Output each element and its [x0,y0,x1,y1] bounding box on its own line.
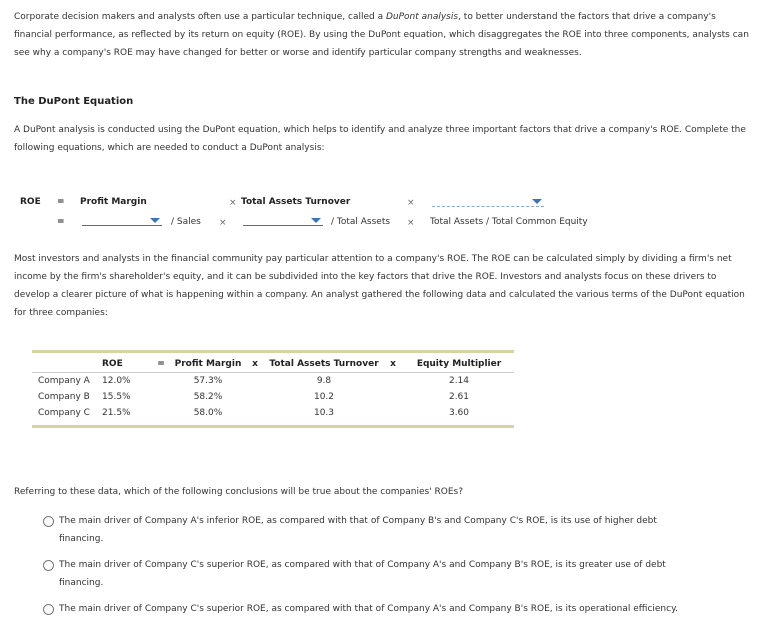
profit-margin-value: 58.0% [193,408,223,418]
instructions-paragraph: A DuPont analysis is conducted using the DuPont equation, which helps to identify and analyze three important factors that drive a company's ROE. Complete the following equations, which are needed to conduct a DuPont analysis: [14,125,746,153]
table-row [32,405,514,427]
section-heading: The DuPont Equation [14,96,134,107]
roe-value: 12.0% [102,376,131,386]
header-times-1: x [244,352,266,373]
header-profit-margin: Profit Margin [172,352,244,373]
over-sales-label: / Sales [171,217,201,227]
turnover-value: 10.3 [313,408,335,418]
equation-profit-margin: Profit Margin [80,197,147,207]
radio-button[interactable] [43,560,54,571]
option-label[interactable]: The main driver of Company C's superior ROE, as compared with that of Company A's and Company B's ROE, is its operational efficiency. [59,604,678,614]
table-header-row [32,352,514,373]
equity-multiplier-formula: Total Assets / Total Common Equity [430,217,588,227]
turnover-value: 9.8 [316,376,332,386]
equation-equals-2: = [57,217,65,227]
option-label[interactable]: The main driver of Company A's inferior ROE, as compared with that of Company B's and Company C's ROE, is its use of higher debt financing. [59,516,657,544]
over-total-assets-label: / Total Assets [331,217,391,227]
equity-multiplier-value: 2.14 [448,376,470,386]
equity-multiplier-value: 2.61 [448,392,470,402]
equation-equals-1: = [57,197,65,207]
intro-term: DuPont analysis [385,12,459,22]
dupont-data-table [32,350,514,428]
header-equity-multiplier: Equity Multiplier [404,352,514,373]
table-row [32,373,514,390]
profit-margin-value: 57.3% [193,376,223,386]
chevron-down-icon [311,218,321,223]
header-company [32,352,102,373]
equation-total-assets-turnover: Total Assets Turnover [241,197,351,207]
multiply-sign-2: × [407,198,415,208]
question-text: Referring to these data, which of the following conclusions will be true about the companies' ROEs? [14,487,464,497]
header-roe: ROE [102,352,150,373]
header-equals: = [150,352,172,373]
company-name: Company A [38,376,90,386]
roe-value: 15.5% [102,392,131,402]
company-name: Company B [38,392,90,402]
radio-button[interactable] [43,516,54,527]
multiply-sign-3: × [219,218,227,228]
header-total-assets-turnover: Total Assets Turnover [266,352,382,373]
intro-text-1: Corporate decision makers and analysts often use a particular technique, called a [14,12,386,22]
equation-roe-label: ROE [20,197,41,207]
roe-value: 21.5% [102,408,131,418]
profit-margin-value: 58.2% [193,392,223,402]
option-label[interactable]: The main driver of Company C's superior ROE, as compared with that of Company A's and Company B's ROE, is its greater use of debt financing. [59,560,666,588]
investor-paragraph: Most investors and analysts in the financial community pay particular attention to a company's ROE. The ROE can be calculated simply by dividing a firm's net income by the firm's shareholder's equity, and it can be subdivided into the key factors that drive the ROE. Investors and analysts focus on these drivers to develop a clearer picture of what is happening within a company. An analyst gathered the following data and calculated the various terms of the DuPont equation for three companies: [14,254,745,318]
profit-margin-numerator-dropdown[interactable] [82,215,162,226]
chevron-down-icon [532,199,542,204]
table-row [32,389,514,405]
multiply-sign-1: × [229,198,237,208]
turnover-value: 10.2 [313,392,335,402]
company-name: Company C [38,408,90,418]
equity-multiplier-dropdown[interactable] [432,196,544,207]
radio-button[interactable] [43,604,54,615]
intro-text-2: , to better understand the factors that drive a company's financial performance, as reflected by its return on equity (ROE). By using the DuPont equation, which disaggregates the ROE into three components, analysts can see why a company's ROE may have changed for better or worse and identify particular company strengths and weaknesses. [14,12,749,58]
equity-multiplier-value: 3.60 [448,408,470,418]
chevron-down-icon [150,218,160,223]
header-times-2: x [382,352,404,373]
turnover-numerator-dropdown[interactable] [243,215,323,226]
multiply-sign-4: × [407,218,415,228]
intro-paragraph [14,8,754,62]
